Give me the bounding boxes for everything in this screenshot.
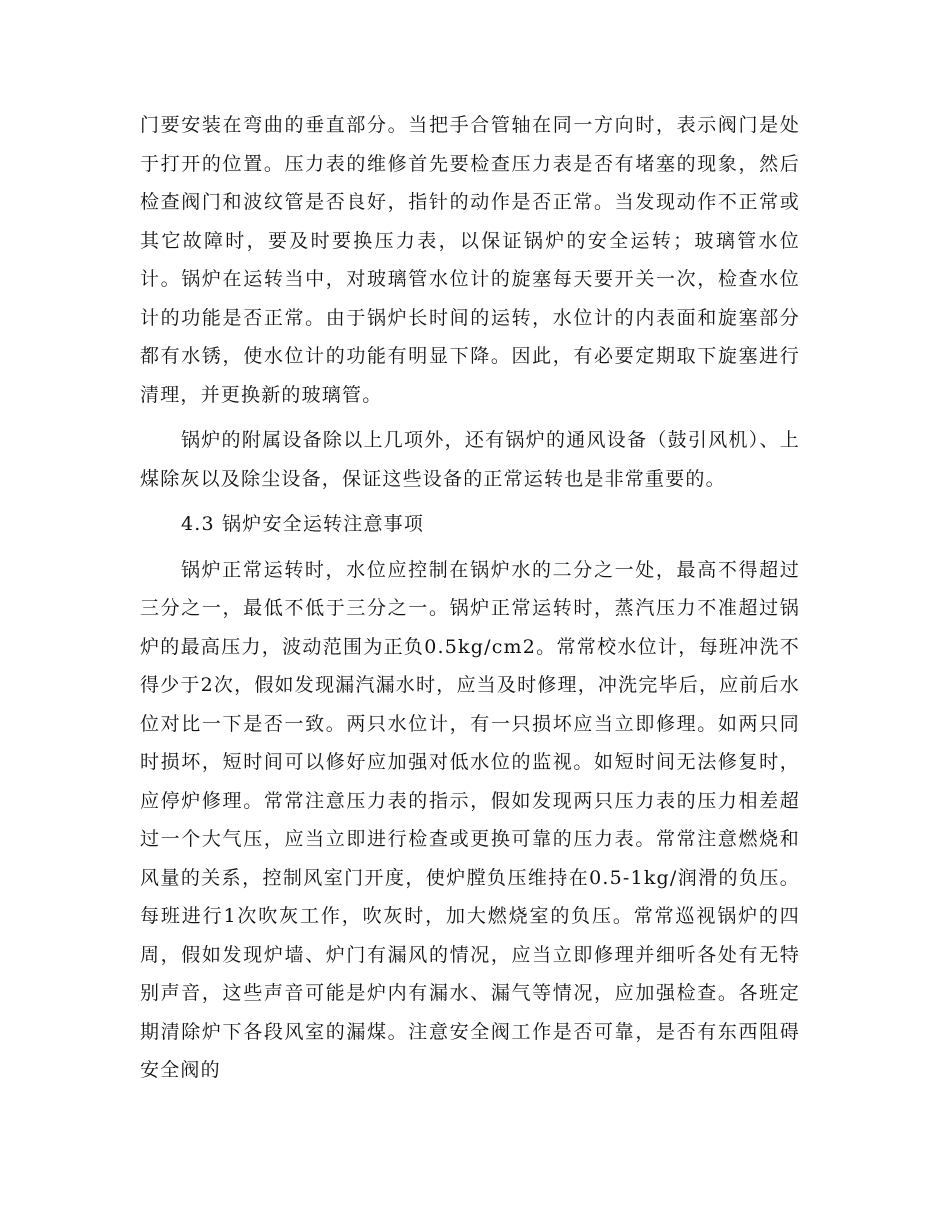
paragraph-valves-and-gauges: 门要安装在弯曲的垂直部分。当把手合管轴在同一方向时，表示阀门是处于打开的位置。压力表的维修首先要检查压力表是否有堵塞的现象，然后检查阀门和波纹管是否良好，指针的动作是否正常。当发现动作不正常或其它故障时，要及时要换压力表，以保证锅炉的安全运转；玻璃管水位计。锅炉在运转当中，对玻璃管水位计的旋塞每天要开关一次，检查水位计的功能是否正常。由于锅炉长时间的运转，水位计的内表面和旋塞部分都有水锈，使水位计的功能有明显下降。因此，有必要定期取下旋塞进行清理，并更换新的玻璃管。 xyxy=(140,114,800,406)
paragraph-safe-operation: 锅炉正常运转时，水位应控制在锅炉水的二分之一处，最高不得超过三分之一，最低不低于三分之一。锅炉正常运转时，蒸汽压力不准超过锅炉的最高压力，波动范围为正负0.5kg/cm2。常常校水位计，每班冲洗不得少于2次，假如发现漏汽漏水时，应当及时修理，冲洗完毕后，应前后水位对比一下是否一致。两只水位计，有一只损坏应当立即修理。如两只同时损坏，短时间可以修好应加强对低水位的监视。如短时间无法修复时，应停炉修理。常常注意压力表的指示，假如发现两只压力表的压力相差超过一个大气压，应当立即进行检查或更换可靠的压力表。常常注意燃烧和风量的关系，控制风室门开度，使炉膛负压维持在0.5-1kg/润滑的负压。每班进行1次吹灰工作，吹灰时，加大燃烧室的负压。常常巡视锅炉的四周，假如发现炉墙、炉门有漏风的情况，应当立即修理并细听各处有无特别声音，这些声音可能是炉内有漏水、漏气等情况，应加强检查。各班定期清除炉下各段风室的漏煤。注意安全阀工作是否可靠，是否有东西阻碍安全阀的 xyxy=(140,558,800,1081)
section-heading: 4.3 锅炉安全运转注意事项 xyxy=(181,513,425,535)
paragraph-auxiliary-equipment: 锅炉的附属设备除以上几项外，还有锅炉的通风设备（鼓引风机）、上煤除灰以及除尘设备，保证这些设备的正常运转也是非常重要的。 xyxy=(140,429,800,490)
